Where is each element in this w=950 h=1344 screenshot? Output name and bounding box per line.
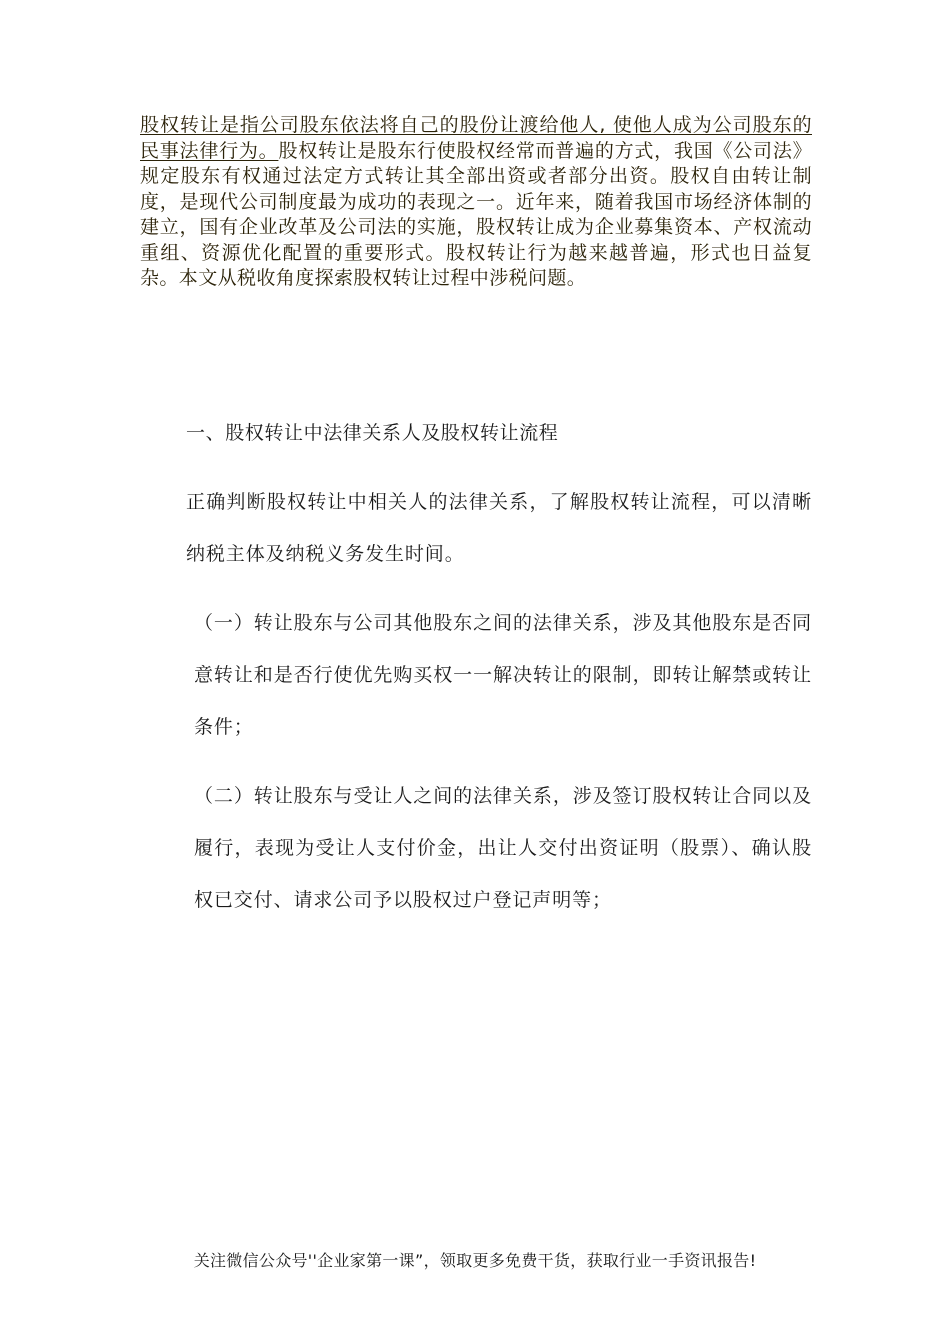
section-paragraph (140, 476, 812, 580)
intro-body-text: 股权转让是股东行使股权经常而普遍的方式，我国《公司法》规定股东有权通过法定方式转让其全部出资或者部分出资。股权自由转让制度，是现代公司制度最为成功的表现之一。近年来，随着我国市场经济体制的建立，国有企业改革及公司法的实施，股权转让成为企业募集资本、产权流动重组、资源优化配置的重要形式。股权转让行为越来越普遍，形式也日益复杂。本文从税收角度探索股权转让过程中涉税问题。 (140, 139, 812, 289)
intro-underlined-definition: 股权转让是指公司股东依法将自己的股份让渡给他人, 使他人成为公司股东的民事法律行为。 (140, 114, 812, 162)
list-item-1-text: （一）转让股东与公司其他股东之间的法律关系，涉及其他股东是否同意转让和是否行使优先购买权一一解决转让的限制，即转让解禁或转让条件； (194, 612, 812, 738)
section-paragraph-text: 正确判断股权转让中相关人的法律关系，了解股权转让流程，可以清晰纳税主体及纳税义务发生时间。 (186, 491, 812, 565)
section-heading: 一、股权转让中法律关系人及股权转让流程 (186, 422, 559, 444)
list-item-1 (140, 597, 812, 753)
list-item-2 (140, 770, 812, 926)
intro-paragraph (140, 113, 812, 292)
footer-note: 关注微信公众号''企业家第一课”，领取更多免费干货，获取行业一手资讯报告! (193, 1251, 757, 1270)
list-item-2-text: （二）转让股东与受让人之间的法律关系，涉及签订股权转让合同以及履行，表现为受让人支付价金，出让人交付出资证明（股票）、确认股权已交付、请求公司予以股权过户登记声明等； (194, 785, 812, 911)
